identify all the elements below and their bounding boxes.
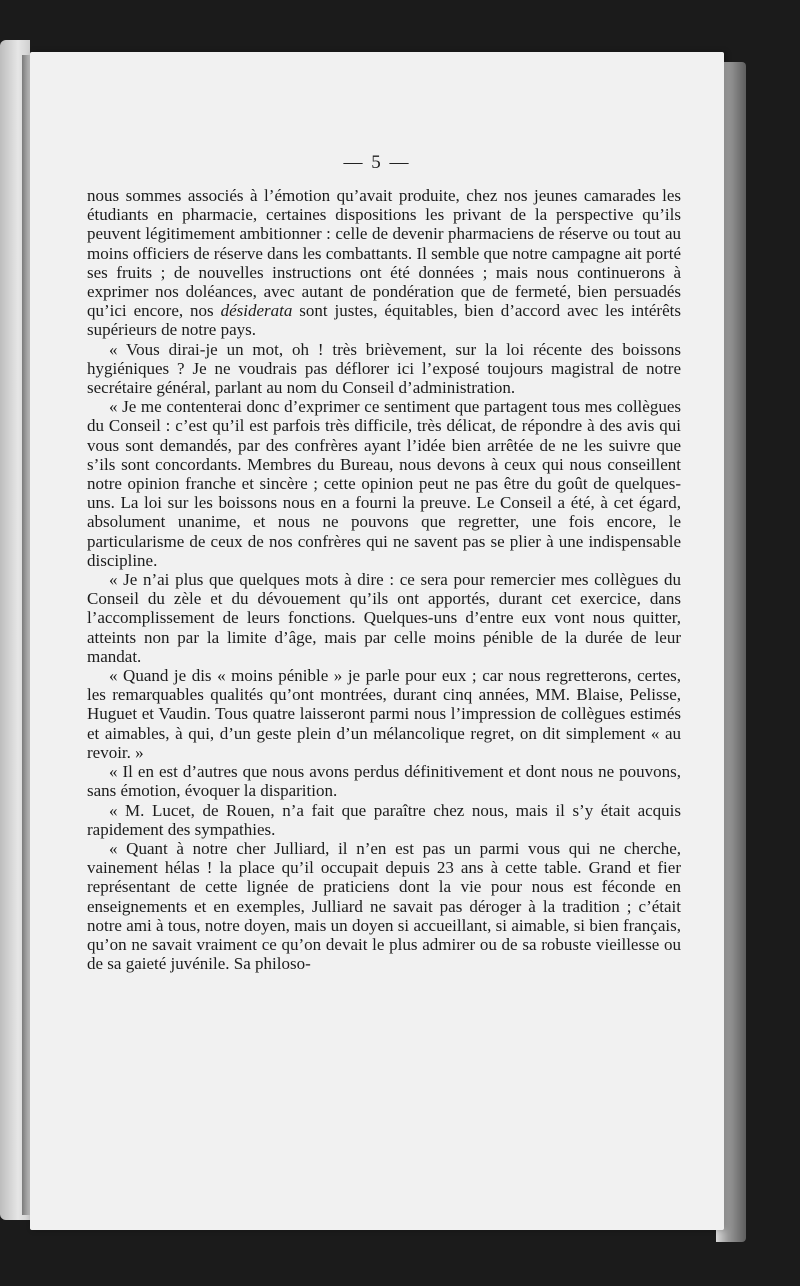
document-page [30, 52, 724, 1230]
paragraph-1 [87, 186, 681, 340]
paragraph-4: « Je n’ai plus que quelques mots à dire : ce sera pour remercier mes collègues du Conseil du zèle et du dévouement qu’ils ont apportés, durant cet exercice, dans l’accomplissement de leurs fonctions. Quelques-uns d’entre eux vont nous quitter, atteints non par la limite d’âge, mais par celle moins pénible de la durée de leur mandat. [87, 570, 681, 666]
page-number: — 5 — [343, 152, 411, 173]
paragraph-1-text-end: sont justes, équitables, bien d’accord avec les intérêts supérieurs de notre pays. [87, 301, 681, 340]
paragraph-7: « M. Lucet, de Rouen, n’a fait que paraître chez nous, mais il s’y était acquis rapidement des sympathies. [87, 800, 681, 839]
paragraph-1-text: nous sommes associés à l’émotion qu’avait produite, chez nos jeunes camarades les étudiants en pharmacie, certaines dispositions les privant de la perspective qu’ils peuvent légitimement ambitionner : celle de devenir pharmaciens de réserve ou tout au moins officiers de réserve dans les combattants. Il semble que notre campagne ait porté ses fruits ; de nouvelles instructions ont été données ; mais nous continuerons à exprimer nos doléances, avec autant de pondération que de fermeté, bien persuadés qu’ici encore, nos [87, 186, 681, 321]
paragraph-6: « Il en est d’autres que nous avons perdus définitivement et dont nous ne pouvons, sans émotion, évoquer la disparition. [87, 762, 681, 801]
paragraph-1-italic: désiderata [220, 301, 293, 321]
paragraph-5: « Quand je dis « moins pénible » je parle pour eux ; car nous regretterons, certes, les remarquables qualités qu’ont montrées, durant cinq années, MM. Blaise, Pelisse, Huguet et Vaudin. Tous quatre laisseront parmi nous l’impression de collègues estimés et aimables, à qui, d’un geste plein d’un mélancolique regret, on dit simplement « au revoir. » [87, 666, 681, 762]
body-text [87, 186, 681, 973]
paragraph-8: « Quant à notre cher Julliard, il n’en est pas un parmi vous qui ne cherche, vainement hélas ! la place qu’il occupait depuis 23 ans à cette table. Grand et fier représentant de cette lignée de praticiens dont la vie pour nous est féconde en enseignements et en exemples, Julliard ne savait pas déroger à la tradition ; c’était notre ami à tous, notre doyen, mais un doyen si accueillant, si aimable, si bien français, qu’on ne savait vraiment ce qu’on devait le plus admirer ou de sa robuste vieillesse ou de sa gaieté juvénile. Sa philoso- [87, 838, 681, 974]
paragraph-3: « Je me contenterai donc d’exprimer ce sentiment que partagent tous mes collègues du Conseil : c’est qu’il est parfois très difficile, très délicat, de répondre à des avis qui vous sont demandés, par des confrères ayant l’idée bien arrêtée de ne les suivre que s’ils sont concordants. Membres du Bureau, nous devons à ceux qui nous conseillent notre opinion franche et sincère ; cette opinion peut ne pas être du goût de quelques-uns. La loi sur les boissons nous en a fourni la preuve. Le Conseil a été, à cet égard, absolument unanime, et nous ne pouvons que regretter, une fois encore, le particularisme de ceux de nos confrères qui ne savent pas se plier à une indispensable discipline. [87, 397, 681, 570]
paragraph-2: « Vous dirai-je un mot, oh ! très brièvement, sur la loi récente des boissons hygiéniques ? Je ne voudrais pas déflorer ici l’exposé toujours magistral de notre secrétaire général, parlant au nom du Conseil d’administration. [87, 339, 681, 398]
